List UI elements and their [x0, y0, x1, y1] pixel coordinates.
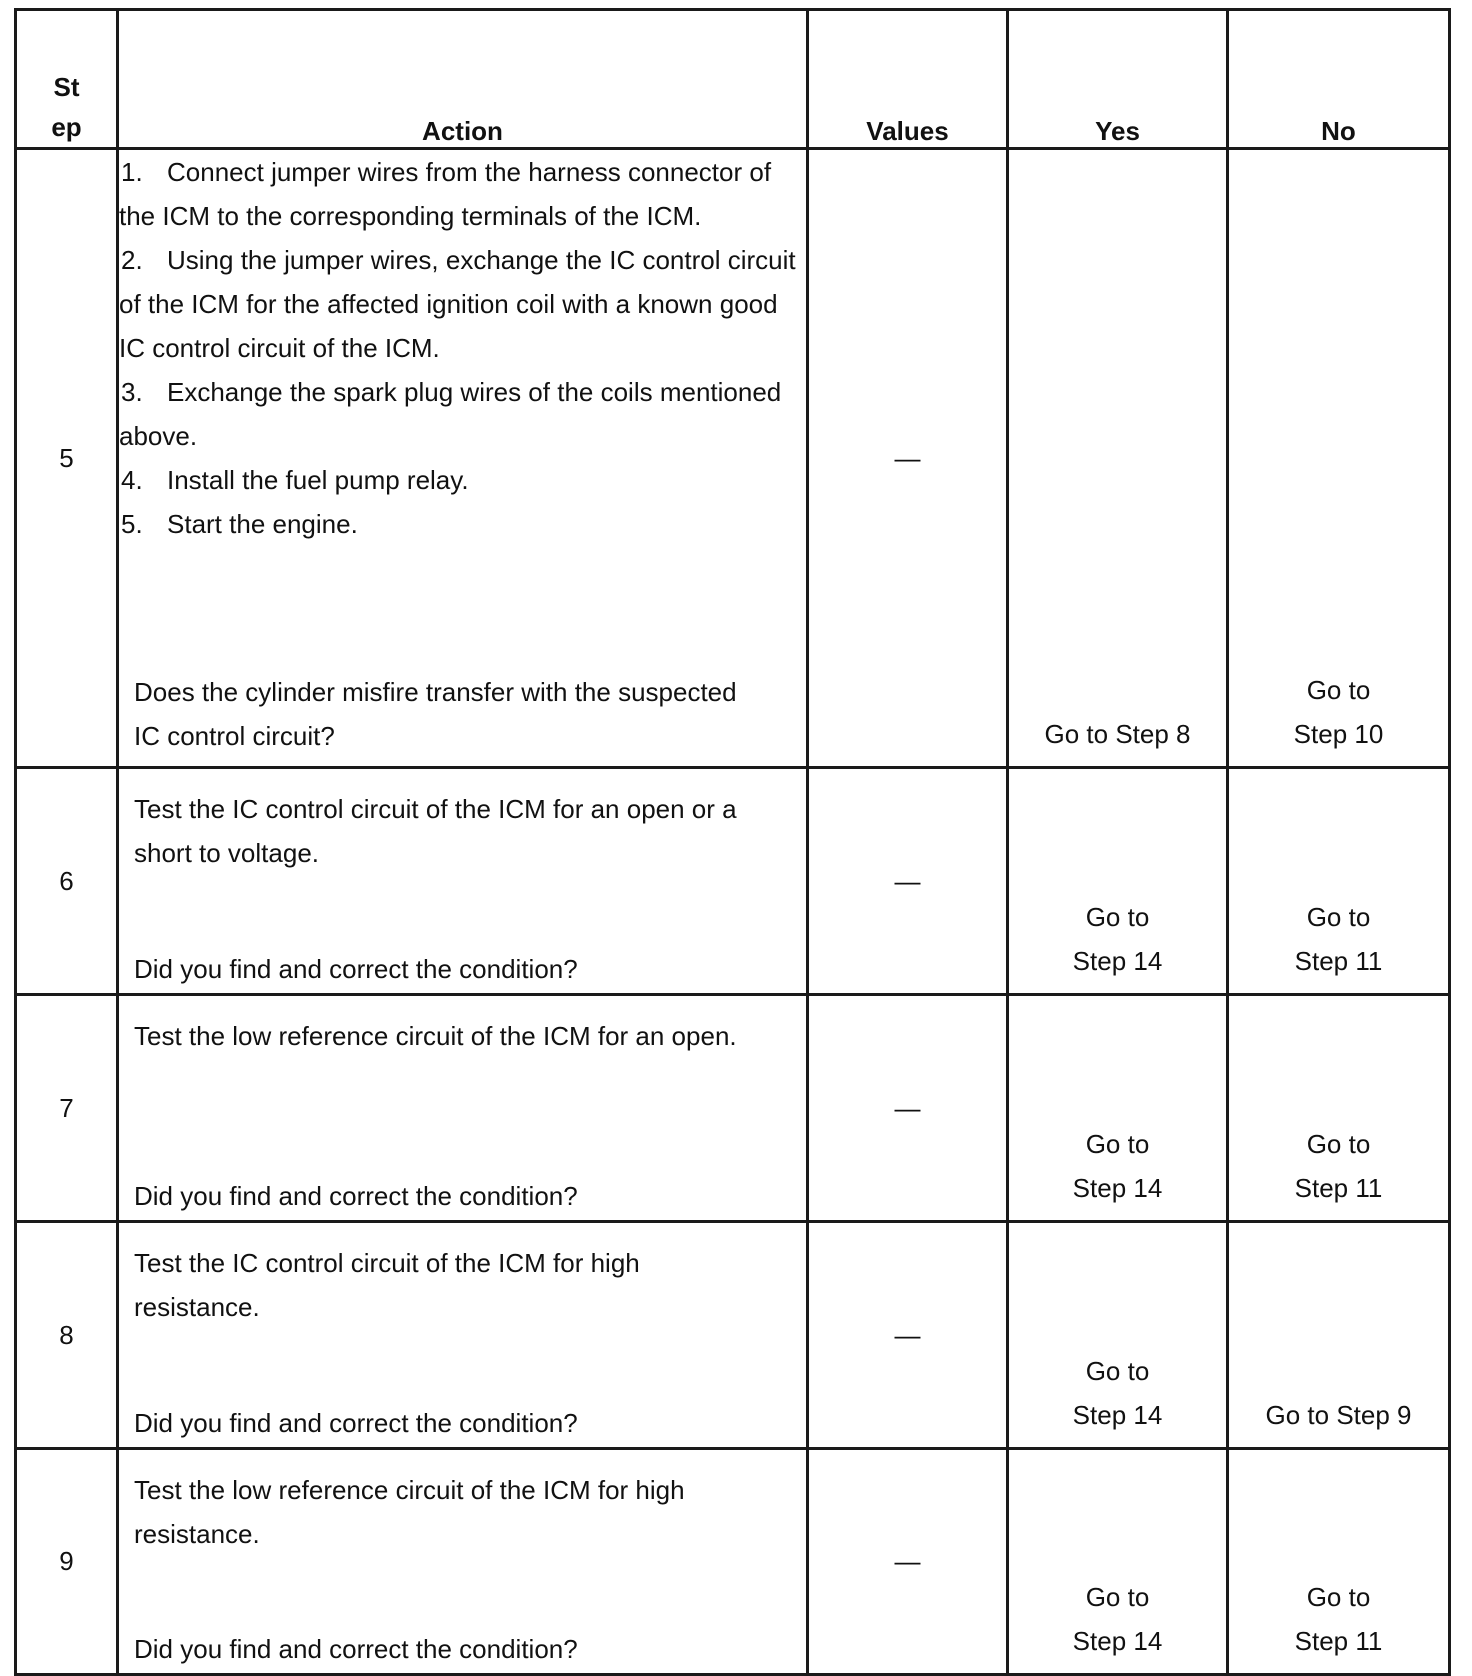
step-number: 9	[16, 1449, 118, 1675]
header-yes: Yes	[1008, 10, 1228, 149]
action-step-text: Connect jumper wires from the harness connector of the ICM to the corresponding terminals of the ICM.	[119, 157, 772, 231]
header-step-line2: ep	[51, 112, 82, 142]
values-cell	[808, 1222, 1008, 1449]
step-number: 5	[16, 149, 118, 768]
yes-target: Go to Step 14	[1072, 1356, 1163, 1430]
no-cell	[1228, 149, 1450, 768]
action-step-item	[119, 238, 806, 370]
values-cell	[808, 768, 1008, 995]
header-action: Action	[118, 10, 808, 149]
action-step-number: 3.	[121, 377, 143, 407]
action-cell	[118, 149, 808, 768]
values-cell	[808, 149, 1008, 768]
header-values: Values	[808, 10, 1008, 149]
action-text: Test the low reference circuit of the ICM for high resistance.	[134, 1475, 685, 1549]
table-row	[16, 995, 1450, 1222]
action-question: Did you find and correct the condition?	[134, 1181, 578, 1211]
yes-cell	[1008, 1222, 1228, 1449]
action-steps-list	[119, 150, 806, 546]
yes-target: Go to Step 8	[1044, 719, 1191, 749]
action-cell	[118, 768, 808, 995]
action-cell	[118, 995, 808, 1222]
values-dash: —	[894, 865, 921, 896]
action-step-item	[119, 370, 806, 458]
action-step-item	[119, 458, 806, 502]
yes-cell	[1008, 149, 1228, 768]
diagnostic-table	[14, 8, 1451, 1676]
yes-cell	[1008, 768, 1228, 995]
header-row	[16, 10, 1450, 149]
yes-target: Go to Step 14	[1072, 1582, 1163, 1656]
action-step-item	[119, 150, 806, 238]
no-target: Go to Step 11	[1294, 1129, 1383, 1203]
no-cell	[1228, 1222, 1450, 1449]
no-cell	[1228, 1449, 1450, 1675]
action-step-number: 1.	[121, 157, 143, 187]
table-row	[16, 149, 1450, 768]
table-row	[16, 1222, 1450, 1449]
table-row	[16, 768, 1450, 995]
action-question: Did you find and correct the condition?	[134, 1634, 578, 1664]
header-step	[16, 10, 118, 149]
step-number: 8	[16, 1222, 118, 1449]
action-question: Did you find and correct the condition?	[134, 954, 578, 984]
action-step-number: 4.	[121, 465, 143, 495]
action-step-number: 2.	[121, 245, 143, 275]
action-cell	[118, 1222, 808, 1449]
values-dash: —	[894, 1546, 921, 1576]
header-step-line1: St	[53, 72, 80, 102]
no-target: Go to Step 9	[1265, 1400, 1412, 1430]
values-cell	[808, 995, 1008, 1222]
header-no: No	[1228, 10, 1450, 149]
no-target: Go to Step 11	[1294, 1582, 1383, 1656]
no-target: Go to Step 11	[1294, 902, 1383, 976]
action-step-text: Exchange the spark plug wires of the coils mentioned above.	[119, 377, 782, 451]
yes-cell	[1008, 1449, 1228, 1675]
action-text: Test the IC control circuit of the ICM for an open or a short to voltage.	[134, 794, 737, 868]
action-step-number: 5.	[121, 509, 143, 539]
no-cell	[1228, 995, 1450, 1222]
yes-target: Go to Step 14	[1072, 1129, 1163, 1203]
action-step-text: Install the fuel pump relay.	[167, 465, 469, 495]
action-step-item	[119, 502, 806, 546]
no-target: Go to Step 10	[1293, 675, 1384, 749]
action-step-text: Using the jumper wires, exchange the IC control circuit of the ICM for the affected ignition coil with a known good IC control circuit of the ICM.	[119, 245, 796, 363]
action-text: Test the low reference circuit of the ICM for an open.	[134, 1021, 737, 1051]
no-cell	[1228, 768, 1450, 995]
action-step-text: Start the engine.	[167, 509, 358, 539]
values-dash: —	[894, 1092, 921, 1123]
values-cell	[808, 1449, 1008, 1675]
yes-target: Go to Step 14	[1072, 902, 1163, 976]
values-dash: —	[894, 442, 921, 473]
action-cell	[118, 1449, 808, 1675]
action-question: Did you find and correct the condition?	[134, 1408, 578, 1438]
action-question: Does the cylinder misfire transfer with the suspected IC control circuit?	[134, 677, 737, 751]
values-dash: —	[894, 1319, 921, 1350]
table-row	[16, 1449, 1450, 1675]
yes-cell	[1008, 995, 1228, 1222]
step-number: 6	[16, 768, 118, 995]
step-number: 7	[16, 995, 118, 1222]
action-text: Test the IC control circuit of the ICM for high resistance.	[134, 1248, 640, 1322]
